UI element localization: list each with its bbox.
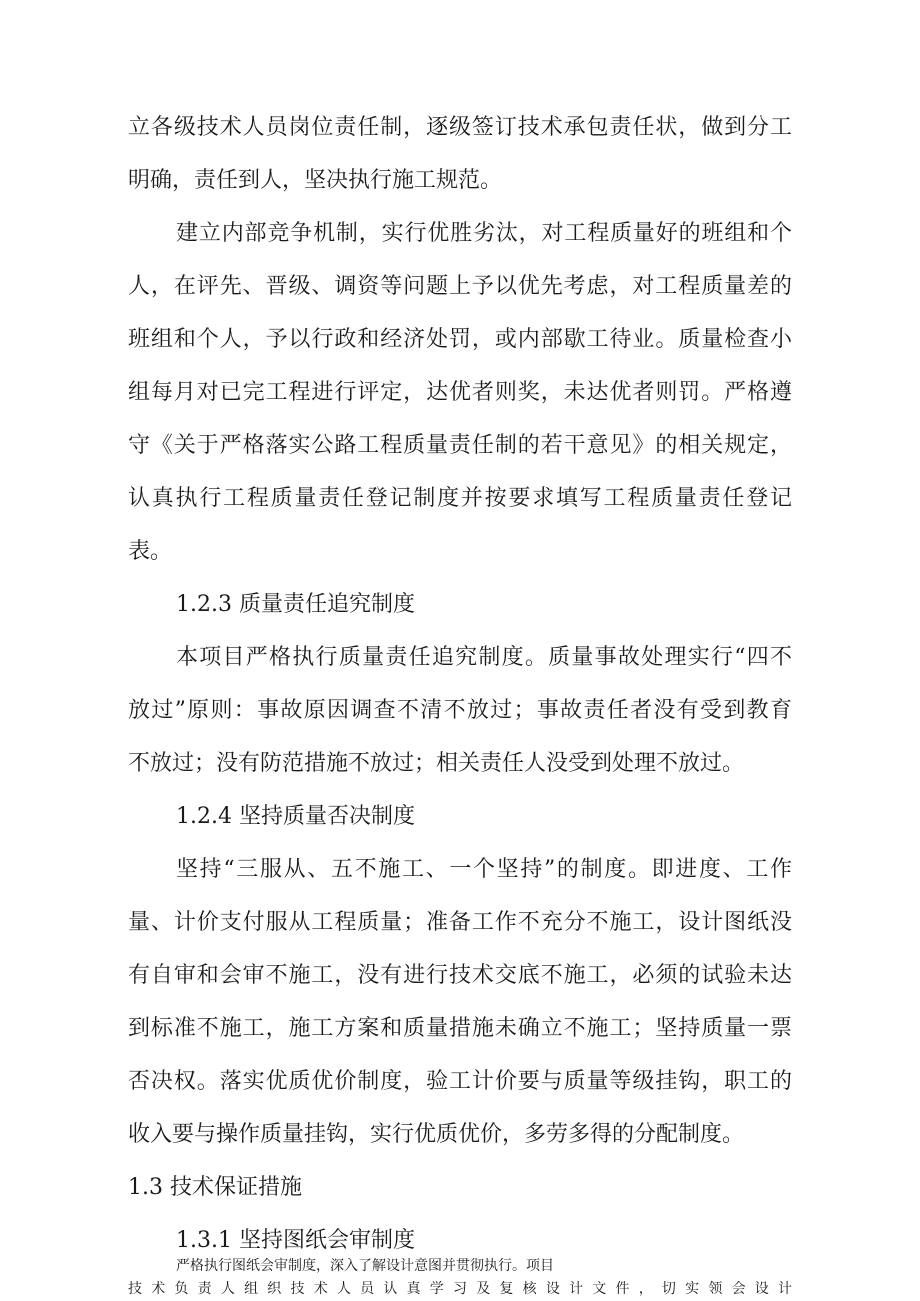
body-text-line: 认真执行工程质量责任登记制度并按要求填写工程质量责任登记 [128, 486, 792, 511]
body-text-line: 守《关于严格落实公路工程质量责任制的若干意见》的相关规定， [128, 433, 792, 458]
body-text-line: 严格执行图纸会审制度，深入了解设计意图并贯彻执行。项目 [176, 1258, 554, 1274]
body-text-line: 收入要与操作质量挂钩，实行优质优价，多劳多得的分配制度。 [128, 1122, 745, 1147]
body-text-line: 组每月对已完工程进行评定，达优者则奖，未达优者则罚。严格遵 [128, 380, 792, 405]
body-text-line: 明确，责任到人，坚决执行施工规范。 [128, 168, 503, 193]
body-text-line: 否决权。落实优质优价制度，验工计价要与质量等级挂钩，职工的 [128, 1069, 792, 1094]
section-heading: 1.3 技术保证措施 [128, 1175, 302, 1200]
body-text-line: 本项目严格执行质量责任追究制度。质量事故处理实行“四不 [176, 645, 792, 670]
body-text-line: 人，在评先、晋级、调资等问题上予以优先考虑，对工程质量差的 [128, 274, 792, 299]
body-text-line: 到标准不施工，施工方案和质量措施未确立不施工；坚持质量一票 [128, 1016, 792, 1041]
body-text-line: 不放过；没有防范措施不放过；相关责任人没受到处理不放过。 [128, 751, 745, 776]
section-heading: 1.2.4 坚持质量否决制度 [176, 804, 415, 829]
body-text-line: 技术负责人组织技术人员认真学习及复核设计文件，切实领会设计 [128, 1281, 792, 1297]
body-text-line: 建立内部竞争机制，实行优胜劣汰，对工程质量好的班组和个 [176, 221, 792, 246]
subsection-heading: 1.3.1 坚持图纸会审制度 [176, 1228, 415, 1253]
body-text-line: 放过”原则：事故原因调查不清不放过；事故责任者没有受到教育 [128, 698, 792, 723]
body-text-line: 表。 [128, 539, 173, 564]
body-text-line: 有自审和会审不施工，没有进行技术交底不施工，必须的试验未达 [128, 963, 792, 988]
body-text-line: 量、计价支付服从工程质量；准备工作不充分不施工，设计图纸没 [128, 910, 792, 935]
body-text-line: 班组和个人，予以行政和经济处罚，或内部歇工待业。质量检查小 [128, 327, 792, 352]
body-text-line: 坚持“三服从、五不施工、一个坚持”的制度。即进度、工作 [176, 857, 792, 882]
body-text-line: 立各级技术人员岗位责任制，逐级签订技术承包责任状，做到分工 [128, 115, 792, 140]
section-heading: 1.2.3 质量责任追究制度 [176, 592, 415, 617]
